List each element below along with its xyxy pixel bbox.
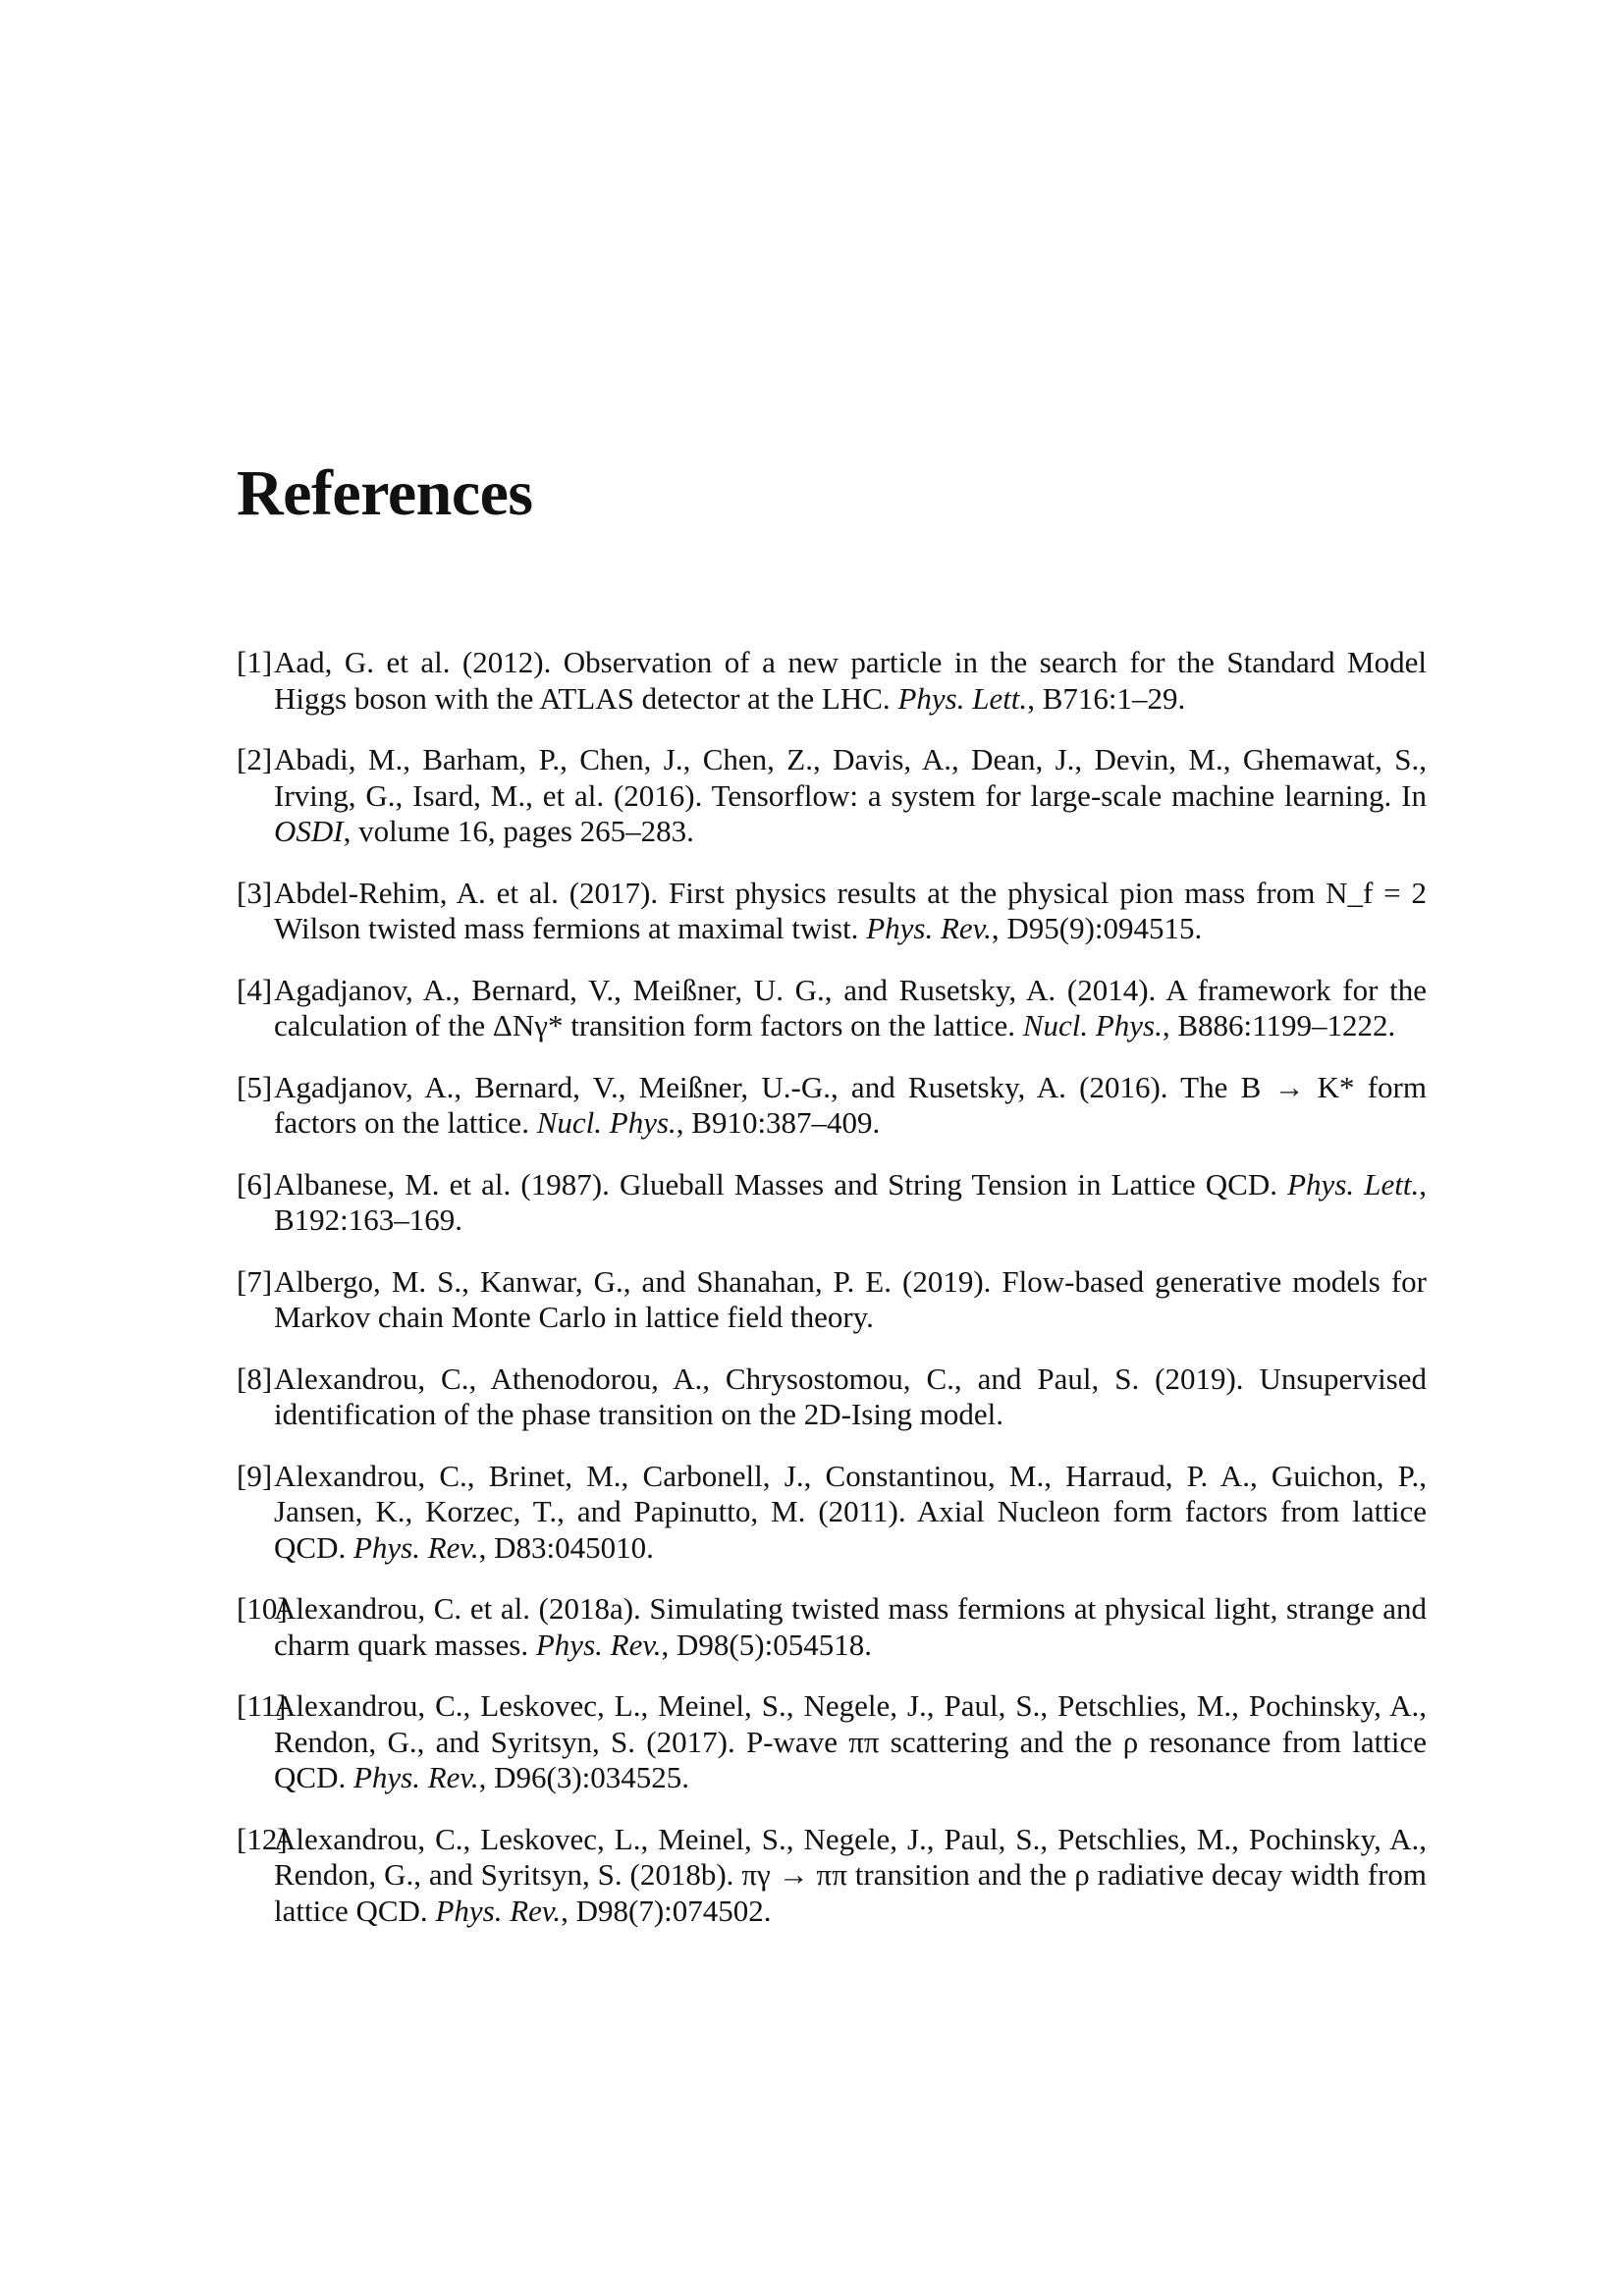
reference-number: [8] [237,1361,273,1396]
reference-journal: Phys. Rev. [352,1529,479,1565]
reference-item-5 [237,1070,1427,1142]
reference-number: [11] [237,1688,287,1723]
reference-text: Abdel-Rehim, A. et al. (2017). First physics results at the physical pion mass from N_f = 2 Wilson twisted mass fermions at maximal twist. [274,875,1427,945]
reference-item-2 [237,742,1427,850]
reference-text: Alexandrou, C., Leskovec, L., Meinel, S., Negele, J., Paul, S., Petschlies, M., Pochinsky, A., Rendon, G., and Syritsyn, S. (2018b). πγ → ππ transition and the ρ radiative decay width from lattice QCD. [274,1821,1427,1928]
reference-text: Alexandrou, C. et al. (2018a). Simulating twisted mass fermions at physical light, strange and charm quark masses. [274,1591,1427,1662]
reference-text: Alexandrou, C., Brinet, M., Carbonell, J., Constantinou, M., Harraud, P. A., Guichon, P., Jansen, K., Korzec, T., and Papinutto, M. (2011). Axial Nucleon form factors from lattice QCD. [274,1458,1427,1565]
reference-item-1 [237,645,1427,717]
reference-journal: Phys. Rev. [535,1627,662,1662]
reference-text: Albergo, M. S., Kanwar, G., and Shanahan, P. E. (2019). Flow-based generative models for Markov chain Monte Carlo in lattice field theory. [274,1263,1427,1334]
reference-details: , D98(7):074502. [561,1893,772,1928]
reference-number: [1] [237,645,273,679]
reference-number: [5] [237,1069,273,1104]
reference-item-10 [237,1591,1427,1663]
reference-text: Agadjanov, A., Bernard, V., Meißner, U. G., and Rusetsky, A. (2014). A framework for the calculation of the ΔNγ* transition form factors on the lattice. [274,972,1427,1042]
reference-item-4 [237,973,1427,1044]
reference-details: , B886:1199–1222. [1162,1008,1396,1042]
reference-text: Alexandrou, C., Leskovec, L., Meinel, S., Negele, J., Paul, S., Petschlies, M., Pochinsky, A., Rendon, G., and Syritsyn, S. (2017). P-wave ππ scattering and the ρ resonance from lattice QCD. [274,1688,1427,1794]
reference-details: , D96(3):034525. [478,1760,690,1794]
reference-journal: Phys. Lett. [1287,1166,1420,1201]
reference-item-9 [237,1459,1427,1567]
reference-journal: Phys. Rev. [866,911,992,945]
reference-text: Abadi, M., Barham, P., Chen, J., Chen, Z., Davis, A., Dean, J., Devin, M., Ghemawat, S., Irving, G., Isard, M., et al. (2016). Tensorflow: a system for large-scale machine learning. In [274,742,1427,813]
reference-text: Agadjanov, A., Bernard, V., Meißner, U.-G., and Rusetsky, A. (2016). The B → K* form factors on the lattice. [274,1069,1427,1140]
reference-item-8 [237,1362,1427,1433]
reference-number: [9] [237,1458,273,1493]
reference-number: [3] [237,875,273,910]
reference-text: Albanese, M. et al. (1987). Glueball Masses and String Tension in Lattice QCD. [274,1166,1277,1201]
reference-number: [2] [237,742,273,776]
reference-journal: Phys. Rev. [435,1893,562,1928]
page-title: References [237,457,533,529]
reference-text: Alexandrou, C., Athenodorou, A., Chrysostomou, C., and Paul, S. (2019). Unsupervised identification of the phase transition on the 2D-Ising model. [274,1361,1427,1431]
reference-number: [10] [237,1591,288,1626]
reference-number: [6] [237,1166,273,1201]
reference-journal: Nucl. Phys. [1022,1008,1163,1042]
reference-journal: OSDI [274,814,344,848]
reference-text: Aad, G. et al. (2012). Observation of a new particle in the search for the Standard Model Higgs boson with the ATLAS detector at the LHC. [274,645,1427,716]
reference-number: [12] [237,1821,288,1856]
reference-journal: Phys. Lett. [897,680,1028,716]
reference-item-6 [237,1167,1427,1239]
reference-details: , D95(9):094515. [991,911,1203,945]
reference-details: , B716:1–29. [1027,680,1186,716]
reference-item-11 [237,1688,1427,1796]
reference-item-12 [237,1822,1427,1930]
reference-details: , B910:387–409. [676,1105,881,1140]
reference-list [237,645,1427,1954]
reference-item-7 [237,1264,1427,1336]
reference-details: , B192:163–169. [274,1166,1427,1237]
reference-details: , volume 16, pages 265–283. [343,814,694,848]
reference-journal: Phys. Rev. [352,1760,479,1794]
reference-journal: Nucl. Phys. [536,1105,677,1140]
reference-number: [4] [237,972,273,1007]
reference-details: , D83:045010. [478,1529,654,1565]
reference-item-3 [237,876,1427,947]
reference-number: [7] [237,1263,273,1299]
reference-details: , D98(5):054518. [661,1627,872,1662]
